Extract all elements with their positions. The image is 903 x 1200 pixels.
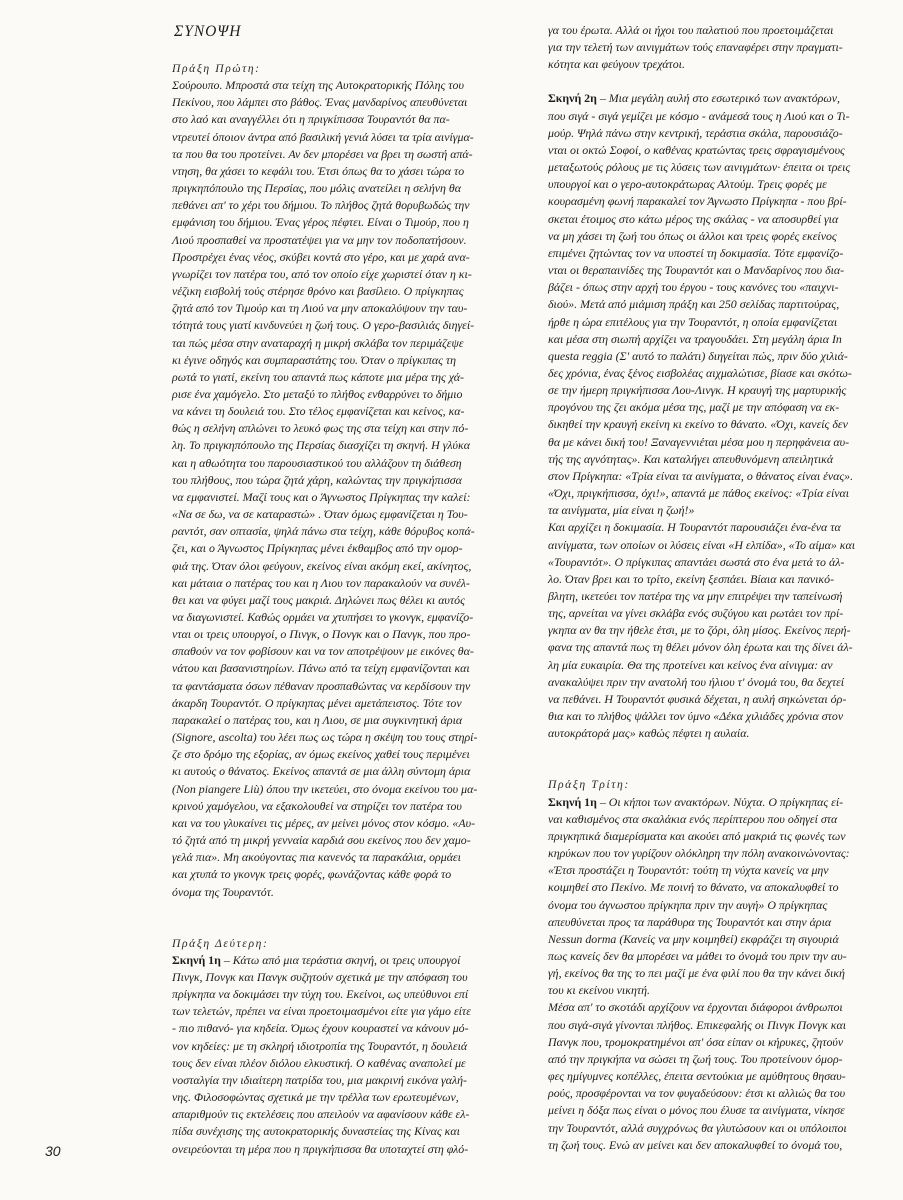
act-three-heading: Πράξη Τρίτη:	[548, 778, 630, 792]
text-line: νέζικη εισβολή τούς στέρησε θρόνο και βασίλειο. Ο πρίγκηπας	[172, 284, 464, 299]
text-line: να μη χάσει τη ζωή του όπως οι άλλοι και τρεις φορές εκείνος	[548, 228, 837, 243]
text-line: questa reggia (Σ' αυτό το παλάτι) διηγείται πώς, πριν δύο χιλιά-	[548, 348, 848, 363]
text-line: γελά πια». Μη ακούγοντας πια κανενός τα παρακάλια, ορμάει	[172, 850, 461, 865]
text-line: παρακαλεί ο πατέρας του, και η Λιου, σε μια συγκινητική άρια	[172, 712, 463, 727]
text-line: λη μία ευκαιρία. Θα της προτείνει και κείνος ένα αίνιγμα: αν	[548, 657, 833, 672]
text-line: κηρύκων που τον γυρίζουν ολόκληρη την πόλη ανακοινώνοντας:	[548, 846, 850, 861]
text-line: «Να σε δω, να σε καταραστώ» . Όταν όμως εμφανίζεται η Του-	[172, 507, 468, 522]
text-line: ζει, και ο Άγνωστος Πρίγκηπας μένει έκθαμβος από την ομορ-	[172, 541, 463, 556]
text-line: Πανγκ που, τρομοκρατημένοι απ' όσα είπαν οι κήρυκες, ζητούν	[548, 1034, 844, 1049]
text-line: Λιού προσπαθεί να προστατέψει για να μην τον ποδοπατήσουν.	[172, 232, 467, 247]
text-line: ονειρεύονται τη μέρα που η πριγκήπισσα θα υποταχτεί στη φλό-	[172, 1141, 469, 1156]
text-line: γή, εκείνος θα της το πει μαζί με ένα φιλί που θα την κάνει δική	[548, 966, 845, 981]
text-line: τα αινίγματα, μία είναι η ζωή!»	[548, 503, 695, 518]
text-line: (Non piangere Liù) όπου την ικετεύει, στο όνομα εκείνου του μα-	[172, 781, 478, 796]
text-line: προγόνου της ζει ακόμα μέσα της, μαζί με την απόφαση να εκ-	[548, 400, 840, 415]
text-line: ρισε ένα χαμόγελο. Στο μεταξύ το πλήθος ενθαρρύνει το δήμιο	[172, 386, 463, 401]
text-line: Σκηνή 1η – Κάτω από μια τεράστια σκηνή, οι τρεις υπουργοί	[172, 952, 461, 967]
text-line: της, αρνείται να γίνει σκλάβα ενός συζύγου και ρωτάει τον πρί-	[548, 606, 844, 621]
text-line: νάτου και βασανιστηρίων. Πάνω από τα τείχη εμφανίζονται και	[172, 661, 470, 676]
text-line: ραντότ, σαν οπτασία, ψηλά πάνω στα τείχη, κάθε θόρυβος κοπά-	[172, 524, 475, 539]
text-line: τους δεν είναι πλέον διόλου ελκυστική. Ο καθένας αναπολεί με	[172, 1055, 466, 1070]
scene-two-text	[548, 90, 878, 742]
text-line: σε την ήμερη πριγκήπισσα Λου-Λινγκ. Η κραυγή της μαρτυρικής	[548, 383, 847, 398]
text-line: που σιγά - σιγά γεμίζει με κόσμο - ανάμεσά τους η Λιού και ο Τι-	[548, 108, 850, 123]
text-line: γνωρίζει τον πατέρα του, από τον οποίο είχε χωριστεί όταν η κι-	[172, 266, 472, 281]
text-line: κότητα και φεύγουν τρεχάτοι.	[548, 57, 685, 72]
text-line: Προστρέχει ένας νέος, σκύβει κοντά στο γέρο, και με χαρά ανα-	[172, 249, 470, 264]
text-line: Σκηνή 2η – Μια μεγάλη αυλή στο εσωτερικό των ανακτόρων,	[548, 91, 840, 106]
text-line: ντρευτεί όποιον άντρα από βασιλική γενιά λύσει τα τρία αινίγμα-	[172, 129, 474, 144]
act-two-text	[172, 952, 506, 1158]
text-line: και να του γλυκαίνει τις μέρες, αν μείνει μόνος στον κόσμο. «Αυ-	[172, 815, 476, 830]
text-line: πως κανείς δεν θα μπορέσει να μάθει το όνομά του πριν την αυ-	[548, 948, 847, 963]
text-line: δικηθεί την κραυγή εκείνη κι εκείνο το θάνατο. «Όχι, κανείς δεν	[548, 417, 848, 432]
text-line: κρινού χαμόγελου, να εξακολουθεί να στηρίζει τον πατέρα του	[172, 798, 462, 813]
text-line: φες ημίγυμνες κοπέλλες, έπειτα σεντούκια με αμύθητους θησαυ-	[548, 1069, 846, 1084]
text-line: γα του έρωτα. Αλλά οι ήχοι του παλατιού που προετοιμάζεται	[548, 23, 834, 37]
text-line: ρούς, προσφέρονται να τον φυγαδεύσουν: έτσι κι αλλιώς θα του	[548, 1086, 846, 1101]
text-line: θώς η σελήνη απλώνει το λευκό φως της στα τείχη και στην πό-	[172, 421, 469, 436]
text-line: γκηπα αν θα την ήθελε έτσι, με το ζόρι, όλη μίσος. Εκείνος περή-	[548, 623, 851, 638]
text-line: του πλήθους, που τώρα ζητά χάρη, καλώντας την πριγκήπισσα	[172, 472, 462, 487]
text-line: Πινγκ, Πονγκ και Πανγκ συζητούν σχετικά με την απόφαση του	[172, 969, 468, 984]
text-line: Πεκίνου, που λάμπει στο βάθος. Ένας μανδαρίνος απευθύνεται	[172, 95, 468, 110]
text-line: «Έτσι προστάζει η Τουραντότ: τούτη τη νύχτα κανείς να μην	[548, 863, 829, 878]
text-line: λο. Όταν βρει και το τρίτο, εκείνη ξεσπάει. Βίαια και πανικό-	[548, 571, 835, 586]
text-line: ναι καθισμένος στα σκαλάκια ενός περίπτερου που οδηγεί στα	[548, 811, 838, 826]
text-line: τη ζωή τους. Ενώ αν μείνει και δεν αποκαλυφθεί το όνομά του,	[548, 1137, 843, 1152]
text-line: άκαρδη Τουραντότ. Ο πρίγκηπας μένει αμετάπειστος. Τότε τον	[172, 695, 462, 710]
text-line: δες χρόνια, ένας ξένος εισβολέας αιχμαλώτισε, βίασε και σκότω-	[548, 365, 852, 380]
text-line: των τελετών, πρέπει να είναι προετοιμασμένοι είτε για γάμο είτε	[172, 1004, 471, 1019]
text-line: επιμένει ζητώντας τον να υποστεί τη δοκιμασία. Τότε εμφανίζο-	[548, 245, 844, 260]
act-two-continuation	[548, 22, 878, 73]
text-line: κοιμηθεί στο Πεκίνο. Με ποινή το θάνατο, να αποκαλυφθεί το	[548, 880, 839, 895]
text-line: σκεται έτοιμος στο κάτω μέρος της σκάλας - να αποσυρθεί για	[548, 211, 839, 226]
text-line: που σιγά-σιγά γίνονται πλήθος. Επικεφαλής οι Πινγκ Πονγκ και	[548, 1017, 847, 1032]
text-line: ται πώς μέσα στην αναταραχή η μικρή σκλάβα τον περιμάζεψε	[172, 335, 464, 350]
scene-one-label: Σκηνή 1η	[172, 952, 221, 967]
scene-three-label: Σκηνή 1η	[548, 794, 597, 809]
text-line: θια και το πλήθος ψάλλει τον ύμνο «Δέκα χιλιάδες χρόνια στον	[548, 709, 844, 724]
text-line: κι έγινε οδηγός και συμπαραστάτης του. Όταν ο πρίγκιπας τη	[172, 352, 457, 367]
scene-two-label: Σκηνή 2η	[548, 91, 597, 106]
text-line: μείνει η δόξα πως είναι ο μόνος που έλυσε τα αινίγματα, νίκησε	[548, 1103, 845, 1118]
text-line: κι αυτούς ο θάνατος. Εκείνος απαντά σε μια άλλη σύντομη άρια	[172, 764, 471, 779]
left-column	[172, 22, 506, 1158]
text-line: Και αρχίζει η δοκιμασία. Η Τουραντότ παρουσιάζει ένα-ένα τα	[548, 520, 841, 535]
text-line: φιά της. Όταν όλοι φεύγουν, εκείνος είναι ακόμη εκεί, ακίνητος,	[172, 558, 472, 573]
text-line: ζητά από τον Τιμούρ και τη Λιού να μην αποκαλύψουν την ταυ-	[172, 301, 468, 316]
text-line: τα φαντάσματα όσων πέθαναν προσπαθώντας να κερδίσουν την	[172, 678, 471, 693]
text-line: τής της αγνότητας». Και καταλήγει απευθυνόμενη απειλητικά	[548, 451, 834, 466]
text-line: τό ζητά από τη μικρή γενναία καρδιά σου εκείνος που δεν χαμο-	[172, 833, 471, 848]
text-line: την Τουραντότ, αλλά συγχρόνως θα γλυτώσουν και οι υπόλοιποι	[548, 1120, 847, 1135]
text-line: μούρ. Ψηλά πάνω στην κεντρική, τεράστια σκάλα, παρουσιάζο-	[548, 125, 843, 140]
text-line: αυτοκράτορά μας» καθώς πέφτει η αυλαία.	[548, 726, 750, 741]
text-line: ρωτά το γιατί, εκείνη του απαντά πως κάποτε μια μέρα της χά-	[172, 369, 464, 384]
text-line: Μέσα απ' το σκοτάδι αρχίζουν να έρχονται διάφοροι άνθρωποι	[548, 1000, 843, 1015]
text-line: και η αθωότητα του παρουσιαστικού του αλλάζουν τη διάθεση	[172, 455, 462, 470]
text-line: βλητη, ικετεύει τον πατέρα της να μην επιτρέψει την ταπείνωσή	[548, 589, 843, 603]
text-line: αινίγματα, των οποίων οι λύσεις είναι «Η ελπίδα», «Το αίμα» και	[548, 537, 856, 552]
text-line: πρίγκηπα να δοκιμάσει την τύχη του. Εκείνοι, ως υπεύθυνοι επί	[172, 987, 469, 1002]
text-line: να κάνει τη δουλειά του. Στο τέλος εμφανίζεται και κείνος, κα-	[172, 404, 465, 419]
text-line: θει και να φύγει μαζί τους μακριά. Δηλώνει πως θέλει κι αυτός	[172, 592, 465, 607]
page-title: ΣΥΝΟΨΗ	[174, 23, 242, 40]
text-line: λη. Το πριγκηπόπουλο της Περσίας διασχίζει τη σκηνή. Η γλύκα	[172, 438, 470, 453]
text-line: όνομα του άγνωστου πρίγκηπα πριν την αυγή» Ο πρίγκηπας	[548, 897, 828, 912]
text-line: Σκηνή 1η – Οι κήποι των ανακτόρων. Νύχτα. Ο πρίγκηπας εί-	[548, 794, 844, 809]
text-line: κουρασμένη φωνή παρακαλεί τον Άγνωστο Πρίγκηπα - που βρί-	[548, 194, 847, 209]
text-line: όνομα της Τουραντότ.	[172, 884, 274, 899]
text-line: θα με κάνει δική του! Ξαναγεννιέται μέσα μου η περηφάνεια αυ-	[548, 434, 850, 449]
act-three-text	[548, 794, 878, 1154]
text-line: ανακαλύψει πριν την ανατολή του ήλιου τ' όνομά του, θα δεχτεί	[548, 674, 845, 689]
text-line: νται οι τρεις υπουργοί, ο Πινγκ, ο Πονγκ και ο Πανγκ, που προ-	[172, 627, 471, 642]
text-line: «Τουραντότ». Ο πρίγκιπας απαντάει σωστά στο ένα μετά το άλ-	[548, 554, 845, 569]
text-line: φανα της απαντά πως τη θέλει μόνον όλη έρωτα και της δίνει άλ-	[548, 640, 853, 655]
act-one-text	[172, 77, 506, 901]
text-line: πριγκηπικά διαμερίσματα και ακούει από μακριά τις φωνές των	[548, 828, 846, 843]
text-line: ζε στο δρόμο της εξορίας, αν όμως εκείνος χαθεί τους περιμένει	[172, 747, 470, 762]
text-line: - πιο πιθανό- για κηδεία. Όμως έχουν κουραστεί να κάνουν μό-	[172, 1021, 469, 1036]
right-column	[548, 22, 878, 1154]
text-line: ντηση, θα χάσει το κεφάλι του. Έτσι όπως θα το χάσει τώρα το	[172, 163, 465, 178]
text-line: για την τελετή των αινιγμάτων τούς επαναφέρει στην πραγματι-	[548, 40, 843, 55]
text-line: διού». Μετά από μιάμιση πράξη και 250 σελίδας παρτιτούρας,	[548, 297, 840, 312]
text-line: πριγκηπόπουλο της Περσίας, που μόλις ανατείλει η σελήνη θα	[172, 181, 462, 196]
text-line: πίδα συνέχισης της αυτοκρατορικής δυναστείας της Κίνας και	[172, 1124, 460, 1139]
text-line: και μέσα στη σιωπή αρχίζει να τραγουδάει. Στη μεγάλη άρια In	[548, 331, 842, 346]
act-one-heading: Πράξη Πρώτη:	[172, 62, 261, 75]
text-line: ήρθε η ώρα επιτέλους για την Τουραντότ, η οποία εμφανίζεται	[548, 314, 838, 329]
text-line: εμφάνιση του δήμιου. Ένας γέρος πέφτει. Είναι ο Τιμούρ, που η	[172, 215, 469, 230]
act-two-heading: Πράξη Δεύτερη:	[172, 936, 269, 950]
text-line: νται οι οκτώ Σοφοί, ο καθένας κρατώντας τρεις σφραγισμένους	[548, 142, 845, 157]
text-line: υπουργοί και ο γερο-αυτοκράτωρας Αλτούμ. Τρεις φορές με	[548, 177, 827, 192]
text-line: «Όχι, πριγκήπισσα, όχι!», απαντά με πάθος εκείνος: «Τρία είναι	[548, 486, 850, 501]
text-line: τα που θα του προτείνει. Αν δεν μπορέσει να βρει τη σωστή απά-	[172, 146, 473, 161]
text-line: και χτυπά το γκονγκ τρεις φορές, φωνάζοντας κάθε φορά το	[172, 867, 452, 882]
text-line: (Signore, ascolta) του λέει πως ως τώρα η σκέψη του τους στηρί-	[172, 730, 478, 745]
text-line: και μάταια ο πατέρας του και η Λιου τον παρακαλούν να συνέλ-	[172, 575, 470, 590]
text-line: νται οι θεραπαινίδες της Τουραντότ και ο Μανδαρίνος που δια-	[548, 263, 845, 278]
text-line: από την πριγκήπα να σώσει τη ζωή τους. Του προτείνουν όμορ-	[548, 1051, 843, 1066]
text-line: πεθάνει απ' το χέρι του δήμιου. Το πλήθος ζητά θορυβωδώς την	[172, 198, 470, 213]
text-line: απαριθμούν τις εκτελέσεις που απειλούν να αφανίσουν κάθε ελ-	[172, 1107, 470, 1122]
text-line: στο λαό και αναγγέλλει ότι η πριγκίπισσα Τουραντότ θα πα-	[172, 112, 450, 127]
text-line: νοσταλγία την ιδιαίτερη πατρίδα του, μια μακρινή εικόνα γαλή-	[172, 1072, 467, 1087]
text-line: νον κηδείες: με τη σκληρή ιδιοτροπία της Τουραντότ, η δουλειά	[172, 1038, 468, 1053]
text-line: σπαθούν να τον φοβίσουν και να τον αποτρέψουν με εικόνες θα-	[172, 644, 474, 659]
page-number: 30	[45, 1143, 61, 1159]
text-line: να πεθάνει. Η Τουραντότ φυσικά δέχεται, η αυλή σηκώνεται όρ-	[548, 691, 847, 706]
text-line: νης. Φιλοσοφώντας σχετικά με την τρέλλα των ερωτευμένων,	[172, 1090, 459, 1105]
text-line: στον Πρίγκηπα: «Τρία είναι τα αινίγματα, ο θάνατος είναι ένας».	[548, 468, 854, 483]
text-line: να διαγωνιστεί. Καθώς ορμάει να χτυπήσει το γκονγκ, εμφανίζο-	[172, 610, 474, 624]
text-line: Σούρουπο. Μπροστά στα τείχη της Αυτοκρατορικής Πόλης του	[172, 78, 464, 93]
text-line: βάζει - όπως στην αρχή του έργου - τους κανόνες του «παιχνι-	[548, 280, 839, 295]
text-line: να εμφανιστεί. Μαζί τους και ο Άγνωστος Πρίγκηπας την καλεί:	[172, 489, 471, 504]
text-line: του κι εκείνου νικητή.	[548, 983, 650, 998]
text-line: Nessun dorma (Κανείς να μην κοιμηθεί) εκφράζει τη σιγουριά	[548, 931, 839, 946]
text-line: τότητά τους γιατί κινδυνεύει η ζωή τους. Ο γερο-βασιλιάς διηγεί-	[172, 318, 475, 333]
text-line: μεταξωτούς ρόλους με τις λύσεις των αινιγμάτων· έπειτα οι τρεις	[548, 160, 851, 175]
text-line: απευθύνεται προς τα παράθυρα της Τουραντότ και στην άρια	[548, 914, 832, 929]
